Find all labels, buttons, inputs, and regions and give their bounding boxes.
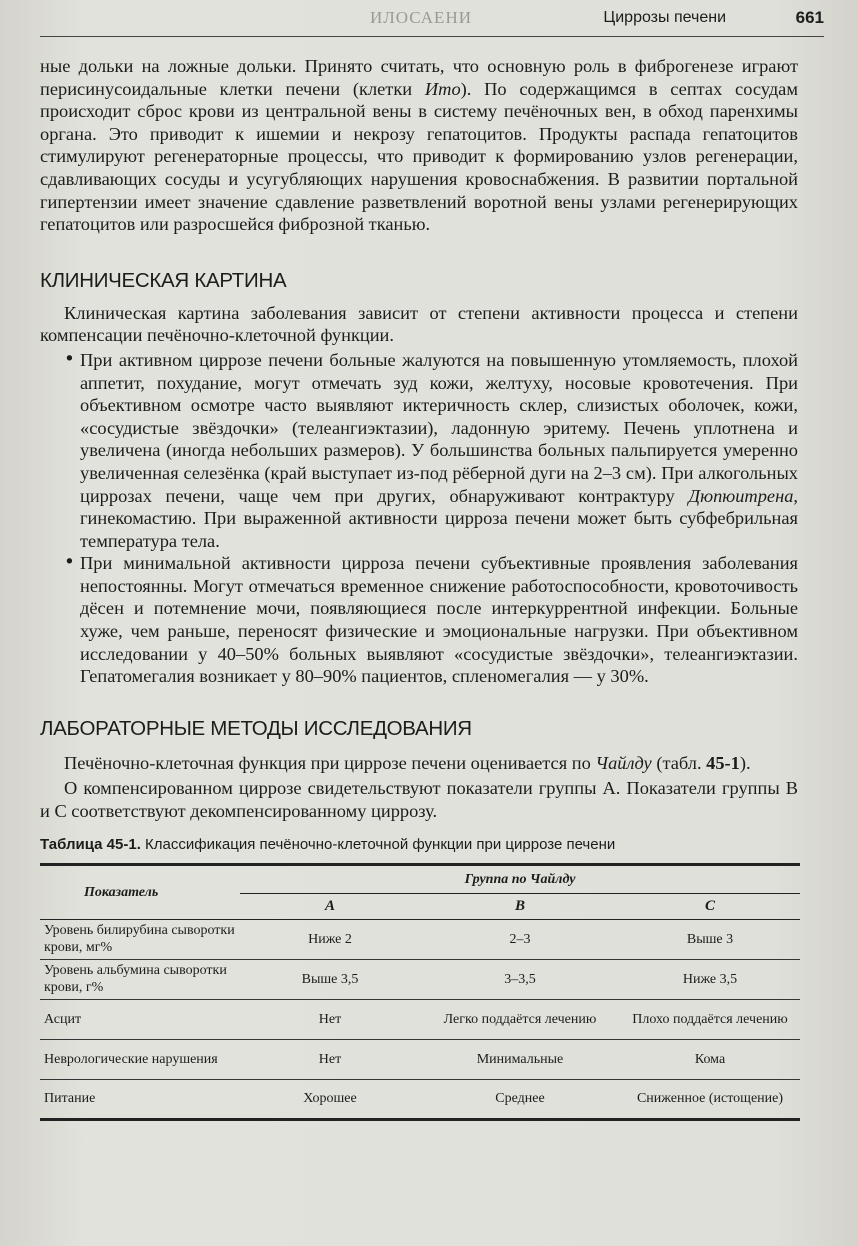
page-body [40, 55, 798, 1121]
cell-c: Сниженное (истощение) [636, 1091, 784, 1107]
table-row [40, 919, 800, 959]
cell-a: Нет [318, 1011, 342, 1027]
table-row [40, 1079, 800, 1119]
chapter-title: Циррозы печени [603, 9, 726, 26]
cell-a: Хорошее [303, 1091, 357, 1107]
row-label: Неврологические нарушения [44, 1051, 218, 1067]
cell-c: Плохо поддаётся лечению [632, 1011, 788, 1027]
table-row [40, 959, 800, 999]
child-classification-table [40, 863, 800, 1121]
table-row [40, 999, 800, 1039]
column-header-c: C [704, 897, 715, 914]
clinical-bullet-list [40, 349, 798, 688]
bleed-through-text: ИЛОСАЕНИ [370, 8, 472, 27]
page-number: 661 [795, 8, 824, 27]
intro-paragraph: ные дольки на ложные дольки. Принято считать, что основную роль в фиброгенезе играют перисинусоидальные клетки печени (клетки Ито). По содержащимся в септах сосудам происходит сброс крови из центральной вены в систему печёночных вен, в обход паренхимы органа. Это приводит к ишемии и некрозу гепатоцитов. Продукты распада гепатоцитов стимулируют регенераторные процессы, что приводит к формированию узлов регенерации, сдавливающих сосуды и усугубляющих нарушения кровоснабжения. В развитии портальной гипертензии имеет значение сдавление разветвлений воротной вены узлами регенерирующих гепатоцитов или разросшейся фиброзной тканью. [40, 56, 798, 235]
row-label: Питание [44, 1091, 96, 1107]
cell-b: Среднее [495, 1091, 545, 1107]
bullet-icon: • [64, 348, 75, 370]
table-caption: Таблица 45-1. Классификация печёночно-клеточной функции при циррозе печени [40, 835, 616, 853]
cell-b: 2–3 [509, 931, 531, 947]
cell-c: Ниже 3,5 [682, 971, 738, 987]
cell-b: Минимальные [476, 1051, 564, 1067]
column-header-group: Группа по Чайлду [240, 864, 800, 893]
row-label: Уровень альбумина сыворотки крови, г% [44, 963, 227, 996]
section-heading-clinical: КЛИНИЧЕСКАЯ КАРТИНА [40, 268, 287, 292]
cell-b: Легко поддаётся лечению [443, 1011, 597, 1027]
list-item: • При активном циррозе печени больные жалуются на повышенную утомляемость, плохой аппетит, похудание, могут отмечать зуд кожи, желтуху, носовые кровотечения. При объективном осмотре часто выявляют иктеричность склер, слизистых оболочек, кожи, «сосудистые звёздочки» (телеангиэктазии), ладонную эритему. Печень уплотнена и увеличена (иногда небольших размеров). У большинства больных пальпируется умеренно увеличенная селезёнка (край выступает из-под рёберной дуги на 2–3 см). При алкогольных циррозах печени, чаще чем при других, обнаруживают контрактуру Дюпюитрена, гинекомастию. При выраженной активности цирроза печени может быть субфебрильная температура тела. [64, 348, 798, 551]
section-heading-lab: ЛАБОРАТОРНЫЕ МЕТОДЫ ИССЛЕДОВАНИЯ [40, 716, 472, 740]
cell-a: Нет [318, 1051, 342, 1067]
lab-paragraph-2: О компенсированном циррозе свидетельствуют показатели группы А. Показатели группы В и С соответствуют декомпенсированному циррозу. [40, 778, 798, 822]
cell-c: Выше 3 [686, 931, 734, 947]
row-label: Асцит [44, 1011, 82, 1027]
cell-b: 3–3,5 [504, 971, 536, 987]
cell-a: Ниже 2 [308, 931, 352, 947]
bullet-icon: • [64, 552, 75, 574]
table-row [40, 1039, 800, 1079]
cell-a: Выше 3,5 [301, 971, 359, 987]
lab-paragraph-1: Печёночно-клеточная функция при циррозе печени оценивается по Чайлду (табл. 45-1). [64, 752, 751, 773]
column-header-indicator: Показатель [84, 884, 159, 900]
list-item: • При минимальной активности цирроза печени субъективные проявления заболевания непостоянны. Могут отмечаться временное снижение работоспособности, кровоточивость дёсен и потемнение мочи, появляющиеся после интеркуррентной инфекции. Больные хуже, чем раньше, переносят физические и эмоциональные нагрузки. При объективном исследовании у 40–50% больных выявляют «сосудистые звёздочки», телеангиэктазии. Гепатомегалия возникает у 80–90% пациентов, спленомегалия — у 30%. [64, 552, 798, 687]
column-header-b: B [514, 897, 525, 914]
column-header-a: A [324, 897, 335, 914]
row-label: Уровень билирубина сыворотки крови, мг% [44, 923, 235, 956]
running-head [40, 2, 824, 37]
cell-c: Кома [694, 1051, 726, 1067]
clinical-intro-paragraph: Клиническая картина заболевания зависит от степени активности процесса и степени компенсации печёночно-клеточной функции. [40, 302, 798, 346]
